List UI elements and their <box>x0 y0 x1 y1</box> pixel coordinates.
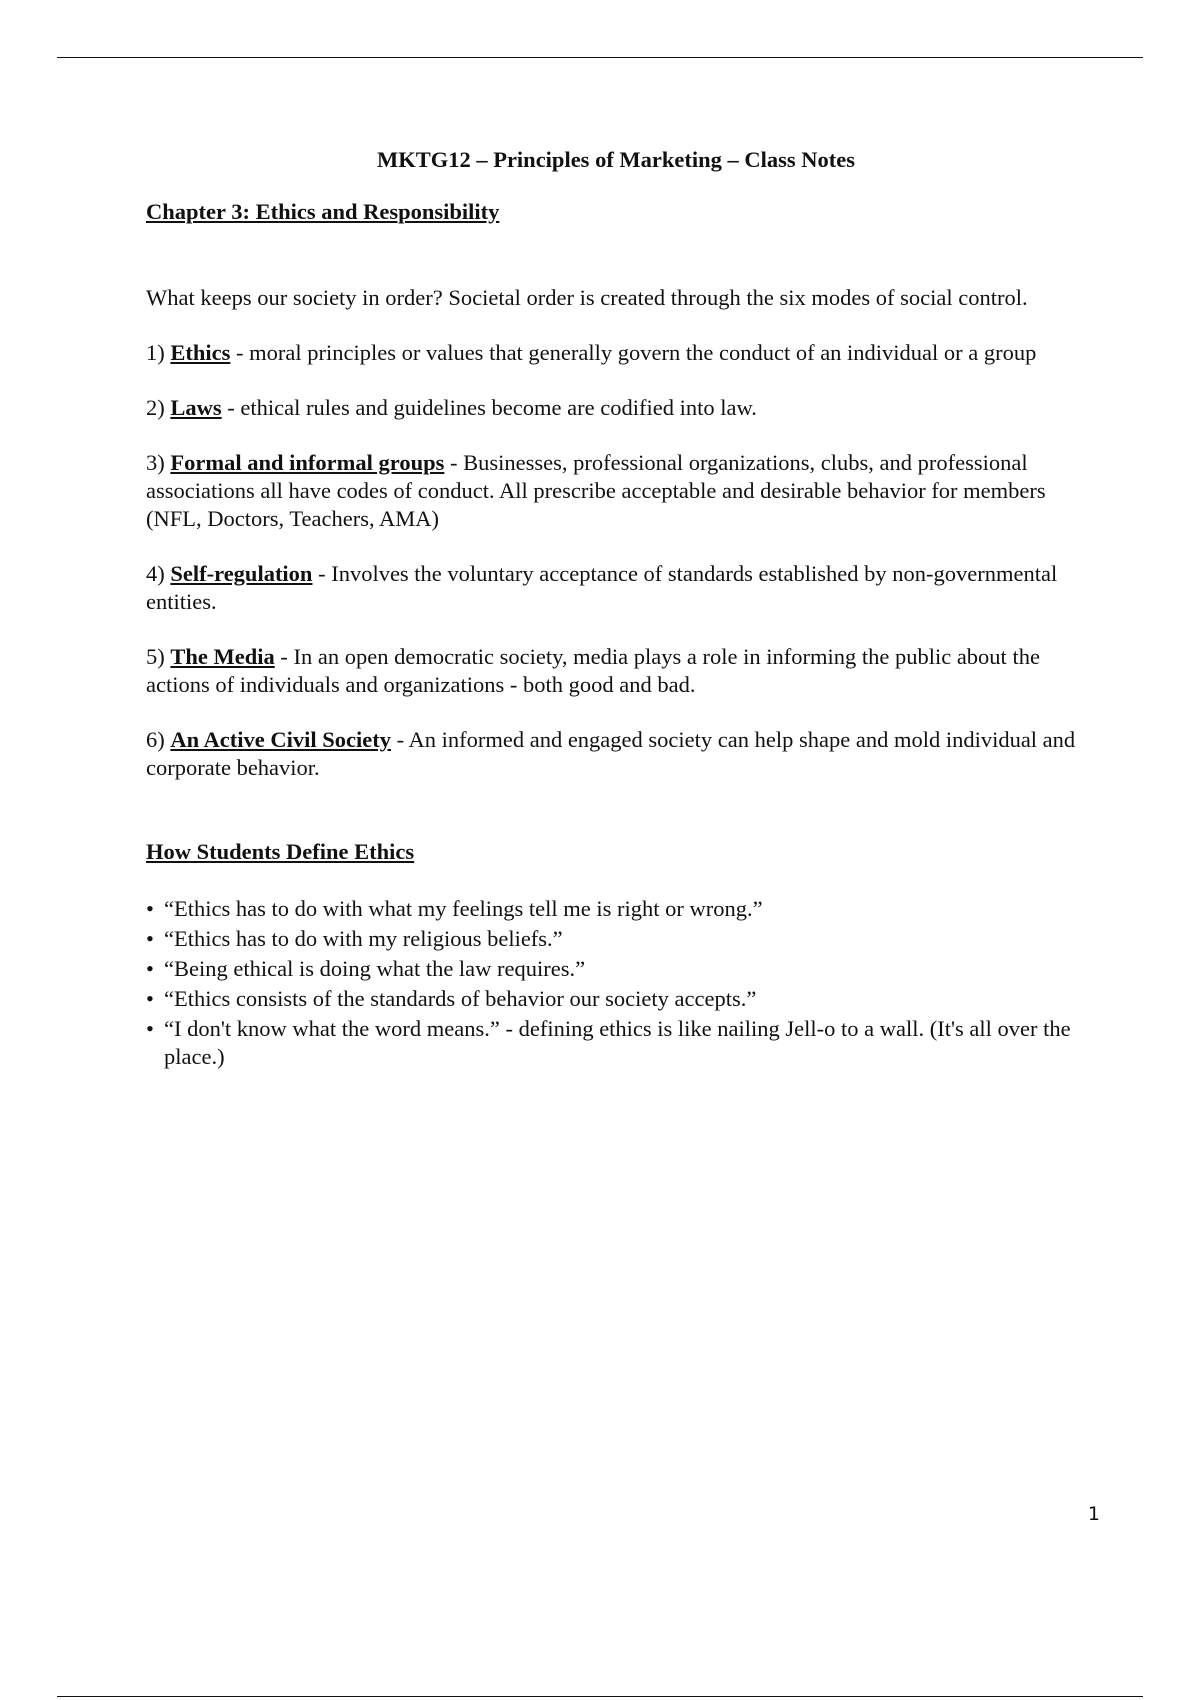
mode-item <box>146 339 1078 367</box>
mode-description: - Involves the voluntary acceptance of standards established by non-governmental entities. <box>146 561 1058 614</box>
list-item <box>146 1015 1078 1071</box>
mode-number: 2) <box>146 395 171 420</box>
bullet-icon: • <box>146 956 154 981</box>
mode-item <box>146 560 1078 616</box>
mode-term: Laws <box>170 395 222 420</box>
mode-term: Ethics <box>170 340 231 365</box>
mode-term: The Media <box>170 644 275 669</box>
top-rule <box>57 57 1143 58</box>
mode-item <box>146 449 1078 533</box>
bullet-icon: • <box>146 1016 154 1041</box>
quote-list <box>146 895 1078 1071</box>
list-item <box>146 985 1078 1013</box>
mode-term: An Active Civil Society <box>170 727 391 752</box>
list-item <box>146 895 1078 923</box>
intro-paragraph: What keeps our society in order? Societal order is created through the six modes of social control. <box>146 285 1028 310</box>
mode-term: Self-regulation <box>170 561 313 586</box>
mode-number: 5) <box>146 644 171 669</box>
quote-text: “Ethics has to do with what my feelings tell me is right or wrong.” <box>164 896 763 921</box>
mode-description: - Businesses, professional organizations, clubs, and professional associations all have codes of conduct. All prescribe acceptable and desirable behavior for members (NFL, Doctors, Teachers, AMA) <box>146 450 1046 531</box>
mode-description: - ethical rules and guidelines become are codified into law. <box>221 395 757 420</box>
page-number: 1 <box>1087 1503 1100 1525</box>
mode-description: - In an open democratic society, media plays a role in informing the public about the actions of individuals and organizations - both good and bad. <box>146 644 1040 697</box>
bullet-icon: • <box>146 896 154 921</box>
list-item <box>146 955 1078 983</box>
mode-item <box>146 643 1078 699</box>
mode-item <box>146 726 1078 782</box>
quote-text: “Being ethical is doing what the law requires.” <box>164 956 586 981</box>
quote-text: “Ethics consists of the standards of behavior our society accepts.” <box>164 986 757 1011</box>
bullet-icon: • <box>146 926 154 951</box>
mode-number: 4) <box>146 561 171 586</box>
document-body <box>146 198 1078 1073</box>
section-heading: How Students Define Ethics <box>146 839 415 864</box>
mode-description: - moral principles or values that generally govern the conduct of an individual or a group <box>230 340 1037 365</box>
mode-term: Formal and informal groups <box>170 450 445 475</box>
bottom-rule <box>57 1696 1143 1697</box>
mode-number: 3) <box>146 450 171 475</box>
bullet-icon: • <box>146 986 154 1011</box>
mode-item <box>146 394 1078 422</box>
mode-number: 6) <box>146 727 171 752</box>
list-item <box>146 925 1078 953</box>
quote-text: “I don't know what the word means.” - defining ethics is like nailing Jell-o to a wall. (It's all over the place.) <box>164 1016 1071 1069</box>
chapter-heading: Chapter 3: Ethics and Responsibility <box>146 199 500 224</box>
mode-description: - An informed and engaged society can help shape and mold individual and corporate behavior. <box>146 727 1076 780</box>
quote-text: “Ethics has to do with my religious beliefs.” <box>164 926 563 951</box>
mode-number: 1) <box>146 340 171 365</box>
document-title: MKTG12 – Principles of Marketing – Class Notes <box>376 147 856 172</box>
